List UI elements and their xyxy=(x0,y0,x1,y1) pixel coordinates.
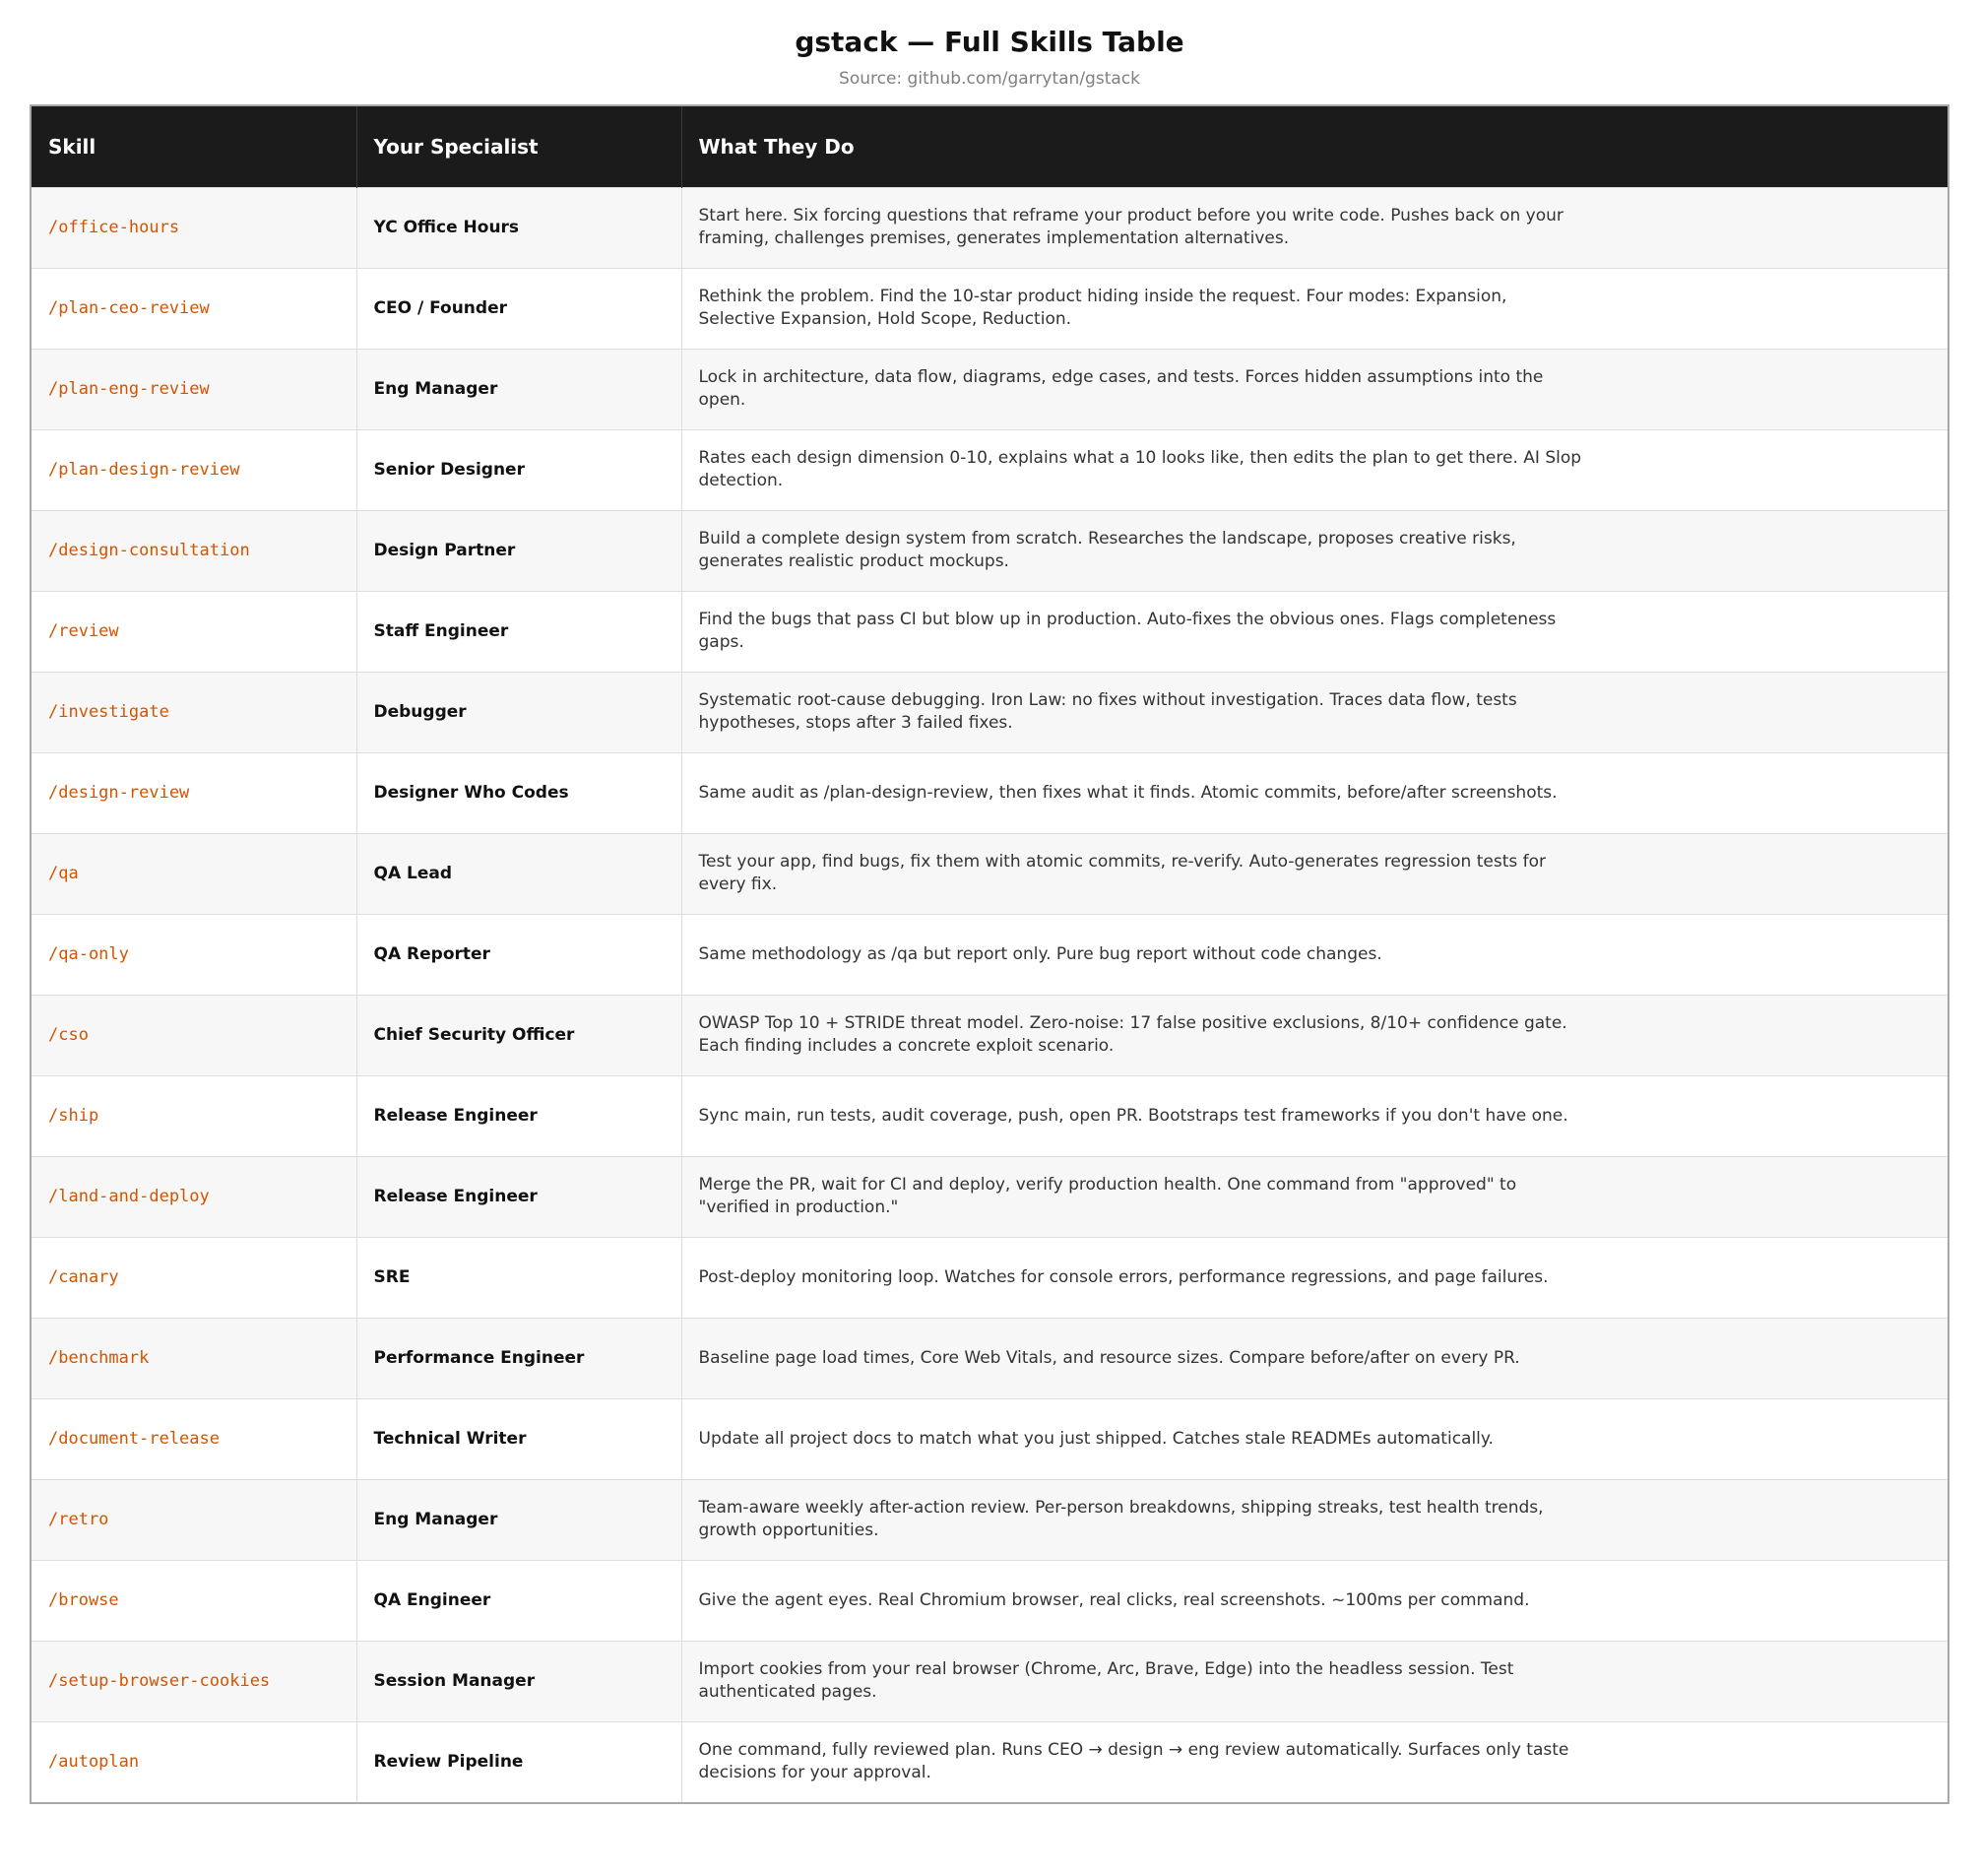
skill-description: Update all project docs to match what you just shipped. Catches stale READMEs automatically. xyxy=(698,1428,1494,1449)
skill-description: Build a complete design system from scratch. Researches the landscape, proposes creative risks, generates realistic product mockups. xyxy=(698,529,1516,571)
skill-cell xyxy=(32,1318,356,1398)
table-row xyxy=(32,914,1947,995)
specialist-name: YC Office Hours xyxy=(373,218,520,237)
specialist-cell xyxy=(356,510,681,591)
description-cell xyxy=(681,268,1947,349)
skill-command: /land-and-deploy xyxy=(48,1187,210,1206)
skill-description: Same methodology as /qa but report only. Pure bug report without code changes. xyxy=(698,943,1382,964)
skill-command: /cso xyxy=(48,1025,89,1045)
table-row xyxy=(32,833,1947,914)
specialist-name: Review Pipeline xyxy=(373,1752,524,1773)
table-row xyxy=(32,1398,1947,1479)
skill-cell xyxy=(32,1560,356,1641)
specialist-name: Session Manager xyxy=(373,1671,536,1691)
table-row xyxy=(32,752,1947,833)
table-body xyxy=(32,187,1947,1802)
skill-cell xyxy=(32,914,356,995)
skill-description: Sync main, run tests, audit coverage, push, open PR. Bootstraps test frameworks if you don't have one. xyxy=(698,1105,1568,1126)
specialist-name: CEO / Founder xyxy=(373,298,507,318)
description-cell xyxy=(681,349,1947,429)
specialist-name: Chief Security Officer xyxy=(373,1025,575,1045)
table-row xyxy=(32,1156,1947,1237)
skill-description: Same audit as /plan-design-review, then fixes what it finds. Atomic commits, before/after screenshots. xyxy=(698,782,1558,803)
skill-command: /browse xyxy=(48,1590,119,1610)
skill-description: Import cookies from your real browser (Chrome, Arc, Brave, Edge) into the headless session. Test authenticated pages. xyxy=(698,1659,1514,1702)
column-header-specialist: Your Specialist xyxy=(356,106,681,187)
specialist-name: Performance Engineer xyxy=(373,1348,585,1368)
description-cell xyxy=(681,1479,1947,1560)
skill-cell xyxy=(32,1641,356,1721)
skill-cell xyxy=(32,1075,356,1156)
table-row xyxy=(32,510,1947,591)
specialist-name: Staff Engineer xyxy=(373,621,509,641)
page-subtitle: Source: github.com/garrytan/gstack xyxy=(839,69,1140,89)
skill-command: /canary xyxy=(48,1267,119,1287)
skills-table xyxy=(32,106,1947,1802)
table-row xyxy=(32,995,1947,1075)
skill-description: Find the bugs that pass CI but blow up in production. Auto-fixes the obvious ones. Flags completeness gaps. xyxy=(698,610,1557,652)
skill-cell xyxy=(32,1398,356,1479)
skill-description: Start here. Six forcing questions that reframe your product before you write code. Pushes back on your framing, challenges premises, generates implementation alternatives. xyxy=(698,206,1564,248)
specialist-name: Designer Who Codes xyxy=(373,783,569,803)
specialist-cell xyxy=(356,349,681,429)
specialist-cell xyxy=(356,187,681,268)
description-cell xyxy=(681,510,1947,591)
specialist-cell xyxy=(356,1318,681,1398)
skill-command: /setup-browser-cookies xyxy=(48,1671,271,1691)
table-row xyxy=(32,1318,1947,1398)
skill-command: /ship xyxy=(48,1106,99,1126)
skill-description: Team-aware weekly after-action review. Per-person breakdowns, shipping streaks, test health trends, growth opportunities. xyxy=(698,1498,1544,1540)
skill-description: Rethink the problem. Find the 10-star product hiding inside the request. Four modes: Expansion, Selective Expansion, Hold Scope, Reduction. xyxy=(698,287,1507,329)
skill-command: /qa-only xyxy=(48,944,129,964)
specialist-cell xyxy=(356,1398,681,1479)
skill-command: /document-release xyxy=(48,1429,220,1449)
skill-description: Test your app, find bugs, fix them with atomic commits, re-verify. Auto-generates regression tests for every fix. xyxy=(698,852,1547,894)
table-row xyxy=(32,672,1947,752)
specialist-name: Eng Manager xyxy=(373,1510,498,1529)
specialist-name: QA Engineer xyxy=(373,1590,491,1610)
specialist-cell xyxy=(356,429,681,510)
skill-command: /plan-ceo-review xyxy=(48,298,210,318)
skill-description: Rates each design dimension 0-10, explains what a 10 looks like, then edits the plan to get there. AI Slop detection. xyxy=(698,448,1582,490)
specialist-name: Design Partner xyxy=(373,541,516,560)
specialist-cell xyxy=(356,833,681,914)
description-cell xyxy=(681,1641,1947,1721)
skills-table-container xyxy=(30,104,1949,1804)
specialist-name: Senior Designer xyxy=(373,460,525,480)
table-row xyxy=(32,1075,1947,1156)
table-row xyxy=(32,1479,1947,1560)
skill-cell xyxy=(32,429,356,510)
skill-command: /office-hours xyxy=(48,218,180,237)
table-row xyxy=(32,1641,1947,1721)
specialist-name: QA Reporter xyxy=(373,944,490,964)
skill-command: /retro xyxy=(48,1510,109,1529)
skill-command: /plan-eng-review xyxy=(48,379,210,399)
skill-cell xyxy=(32,349,356,429)
table-header xyxy=(32,106,1947,187)
skill-cell xyxy=(32,591,356,672)
specialist-name: Debugger xyxy=(373,702,467,722)
specialist-name: Technical Writer xyxy=(373,1429,527,1449)
skill-command: /investigate xyxy=(48,702,169,722)
specialist-cell xyxy=(356,1479,681,1560)
specialist-name: SRE xyxy=(373,1267,411,1287)
specialist-name: Release Engineer xyxy=(373,1106,538,1126)
skill-description: Baseline page load times, Core Web Vitals, and resource sizes. Compare before/after on every PR. xyxy=(698,1347,1520,1368)
skill-cell xyxy=(32,1721,356,1802)
specialist-cell xyxy=(356,1721,681,1802)
header-row xyxy=(32,106,1947,187)
skill-description: Give the agent eyes. Real Chromium browser, real clicks, real screenshots. ~100ms per command. xyxy=(698,1589,1530,1610)
table-row xyxy=(32,591,1947,672)
skill-command: /design-review xyxy=(48,783,190,803)
specialist-name: Eng Manager xyxy=(373,379,498,399)
table-row xyxy=(32,1721,1947,1802)
skill-description: One command, fully reviewed plan. Runs CEO → design → eng review automatically. Surfaces only taste decisions for your approval. xyxy=(698,1740,1569,1783)
specialist-cell xyxy=(356,591,681,672)
specialist-name: QA Lead xyxy=(373,864,453,883)
specialist-cell xyxy=(356,1560,681,1641)
description-cell xyxy=(681,1721,1947,1802)
description-cell xyxy=(681,1156,1947,1237)
skill-cell xyxy=(32,1479,356,1560)
column-header-description: What They Do xyxy=(681,106,1947,187)
skill-cell xyxy=(32,510,356,591)
description-cell xyxy=(681,429,1947,510)
skill-command: /review xyxy=(48,621,119,641)
description-cell xyxy=(681,914,1947,995)
column-header-skill: Skill xyxy=(32,106,356,187)
skill-description: Lock in architecture, data flow, diagrams, edge cases, and tests. Forces hidden assumptions into the open. xyxy=(698,367,1544,410)
skill-cell xyxy=(32,1237,356,1318)
skill-cell xyxy=(32,833,356,914)
table-row xyxy=(32,349,1947,429)
skill-cell xyxy=(32,995,356,1075)
specialist-cell xyxy=(356,1641,681,1721)
table-row xyxy=(32,1237,1947,1318)
page-title: gstack — Full Skills Table xyxy=(795,26,1184,58)
specialist-cell xyxy=(356,752,681,833)
skill-command: /plan-design-review xyxy=(48,460,240,480)
skill-cell xyxy=(32,1156,356,1237)
skill-description: Systematic root-cause debugging. Iron Law: no fixes without investigation. Traces data flow, tests hypotheses, stops after 3 failed fixes. xyxy=(698,690,1517,733)
table-row xyxy=(32,268,1947,349)
description-cell xyxy=(681,1398,1947,1479)
description-cell xyxy=(681,833,1947,914)
skill-command: /benchmark xyxy=(48,1348,150,1368)
specialist-cell xyxy=(356,995,681,1075)
skill-description: Post-deploy monitoring loop. Watches for console errors, performance regressions, and page failures. xyxy=(698,1266,1549,1287)
table-row xyxy=(32,187,1947,268)
specialist-cell xyxy=(356,914,681,995)
specialist-cell xyxy=(356,1156,681,1237)
description-cell xyxy=(681,672,1947,752)
specialist-cell xyxy=(356,1237,681,1318)
skill-cell xyxy=(32,187,356,268)
description-cell xyxy=(681,995,1947,1075)
skill-description: OWASP Top 10 + STRIDE threat model. Zero-noise: 17 false positive exclusions, 8/10+ confidence gate. Each finding includes a concrete exploit scenario. xyxy=(698,1013,1567,1056)
description-cell xyxy=(681,1237,1947,1318)
specialist-cell xyxy=(356,1075,681,1156)
skill-command: /qa xyxy=(48,864,79,883)
skill-cell xyxy=(32,752,356,833)
table-row xyxy=(32,1560,1947,1641)
description-cell xyxy=(681,1075,1947,1156)
skill-command: /autoplan xyxy=(48,1752,140,1773)
specialist-name: Release Engineer xyxy=(373,1187,538,1206)
specialist-cell xyxy=(356,268,681,349)
skill-cell xyxy=(32,268,356,349)
table-row xyxy=(32,429,1947,510)
skill-command: /design-consultation xyxy=(48,541,250,560)
description-cell xyxy=(681,1560,1947,1641)
description-cell xyxy=(681,752,1947,833)
skill-cell xyxy=(32,672,356,752)
specialist-cell xyxy=(356,672,681,752)
description-cell xyxy=(681,591,1947,672)
description-cell xyxy=(681,1318,1947,1398)
skill-description: Merge the PR, wait for CI and deploy, verify production health. One command from "approved" to "verified in production." xyxy=(698,1175,1517,1217)
description-cell xyxy=(681,187,1947,268)
